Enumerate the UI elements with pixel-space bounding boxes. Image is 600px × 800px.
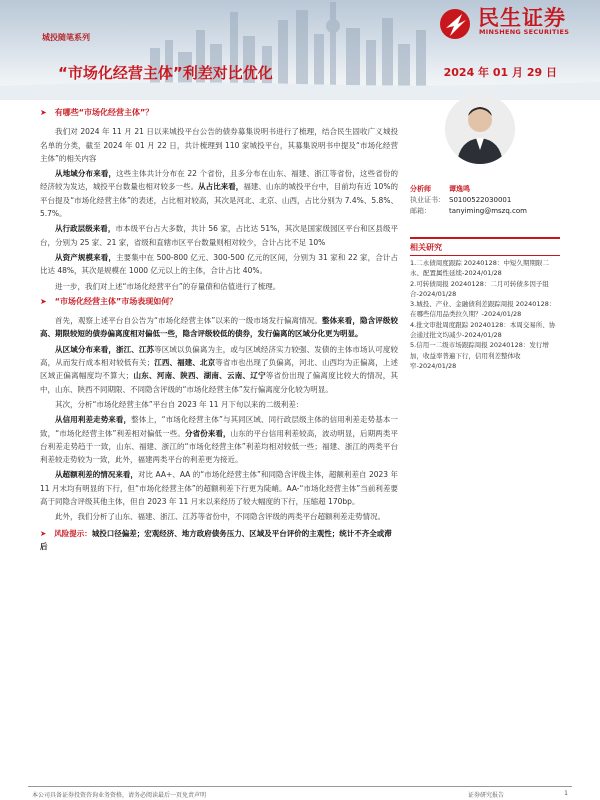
section-heading-2 bbox=[40, 295, 398, 308]
arrow-icon: ➤ bbox=[40, 296, 47, 306]
paragraph: 其次，分析“市场化经营主体”平台自 2023 年 11 月下旬以来的二级利差： bbox=[55, 399, 304, 409]
cert-number: S0100522030001 bbox=[449, 196, 512, 204]
logo-text-cn: 民生证券 bbox=[478, 6, 566, 30]
analyst-name: 谭逸鸣 bbox=[449, 185, 470, 193]
section-heading-1 bbox=[40, 106, 398, 119]
logo-text-en: MINSHENG SECURITIES bbox=[479, 28, 570, 36]
paragraph: 从超额利差的情况来看，对比 AA+、AA 的“市场化经营主体”和同隐含评级主体，超额利差自 2023 年 11 月末均有明显的下行，但“市场化经营主体”的超额利差下行更为陡峭。AA-“市场化经营主体”当前利差要高于同隐含评级其他主体，但自 2023 年 11 月末以来经历了较大幅度的下行，压缩超 170bp。 bbox=[40, 470, 398, 507]
analyst-info: 分析师 谭逸鸣 执业证书： S0100522030001 邮箱： tanyiming@mszq.com bbox=[410, 185, 527, 215]
related-item[interactable]: 2.可转债周报 20240128：二月可转债多因子组合-2024/01/28 bbox=[410, 279, 549, 298]
paragraph: 从区域分布来看，浙江、江苏等区域以负偏离为主，或与区域经济实力较强、发债的主体市场认可度较高，从而发行成本相对较低有关；江西、福建、北京等省市也出现了负偏离，河北、山西均为正偏离，上述区域正偏离幅度均不算大；山东、河南、陕西、湖南、云南、辽宁等省份出现了偏离度比较大的情况，其中，山东、陕西不同期限、不同隐含评级的“市场化经营主体”发行偏离度分化较为明显。 bbox=[40, 344, 399, 394]
report-title: “市场化经营主体”利差对比优化 bbox=[58, 64, 273, 82]
footer bbox=[28, 786, 572, 800]
report-date: 2024 年 01 月 29 日 bbox=[443, 66, 557, 79]
main-content bbox=[40, 104, 398, 553]
paragraph: 我们对 2024 年 11 月 21 日以来城投平台公告的债券募集说明书进行了梳理，结合民生固收广义城投名单的分类，截至 2024 年 01 月 22 日，共计梳理到 110 家城投平台，其募集说明书中提及“市场化经营主体”的相关内容 bbox=[40, 127, 398, 163]
series-label: 城投随笔系列 bbox=[42, 33, 90, 42]
related-list bbox=[410, 258, 560, 371]
related-research-title: 相关研究 bbox=[410, 237, 560, 256]
paragraph: 进一步，我们对上述“市场化经营平台”的存量债和估值进行了梳理。 bbox=[55, 281, 281, 291]
related-item[interactable]: 5.信用一二级市场跟踪周报 20240128：发行增加，收益率普遍下行，信用利差整体收窄-2024/01/28 bbox=[410, 341, 549, 370]
paragraph: 从行政层级来看，市本级平台占大多数，共计 56 家，占比达 51%，其次是国家级园区平台和区县级平台，分别为 25 家、21 家，省级和直辖市区平台数量则相对较少，合计占比不足 10% bbox=[40, 224, 398, 247]
paragraph: 此外，我们分析了山东、福建、浙江、江苏等省份中，不同隐含评级的两类平台超额利差走势情况。 bbox=[55, 512, 385, 522]
analyst-photo bbox=[445, 94, 515, 164]
analyst-email[interactable]: tanyiming@mszq.com bbox=[449, 207, 527, 215]
section-heading-text: 有哪些“市场化经营主体”？ bbox=[54, 108, 154, 117]
related-item[interactable]: 1.二永债周度跟踪 20240128：中短久期期限二永、配置属性延续-2024/01/28 bbox=[410, 259, 549, 278]
paragraph: 从地域分布来看，这些主体共计分布在 22 个省份，且多分布在山东、福建、浙江等省份，这些省份的经济较为发达，城投平台数量也相对较多一些。从占比来看，福建、山东的城投平台中，目前均有近 10%的平台提及“市场化经营主体”的表述，占比相对较高，其次是河北、北京、山西，占比分别为 7.4%、5.8%、5.7%。 bbox=[40, 169, 398, 219]
section-heading-text: “市场化经营主体”市场表现如何？ bbox=[54, 296, 178, 306]
paragraph: 从信用利差走势来看，整体上，“市场化经营主体”与其同区域、同行政层级主体的信用利差走势基本一致，“市场化经营主体”利差相对偏低一些。分省份来看，山东的平台信用利差较高，波动明显，后期两类平台利差走势趋于一致，山东、福建、浙江的“市场化经营主体”利差均相对较低一些；福建、浙江的两类平台利差较走势较为一致，此外，福建两类平台的利差更为接近。 bbox=[40, 415, 399, 465]
related-research bbox=[410, 237, 560, 371]
footer-doc-type: 证券研究报告 bbox=[468, 792, 505, 799]
paragraph: 首先，观察上述平台自公告为“市场化经营主体”以来的一级市场发行偏离情况。整体来看，隐含评级较高、期限较短的债券偏离度相对偏低一些，隐含评级较低的债券，发行偏离的区域分化更为明显。 bbox=[40, 316, 398, 339]
arrow-icon: ➤ bbox=[40, 528, 47, 538]
analyst-role: 分析师 bbox=[410, 185, 431, 193]
footer-disclaimer: 本公司具备证券投资咨询业务资格，请务必阅读最后一页免责声明 bbox=[32, 792, 207, 799]
arrow-icon: ➤ bbox=[40, 108, 47, 117]
page-number: 1 bbox=[564, 790, 568, 797]
related-item[interactable]: 4.批文审批周度跟踪 20240128：本周交易所、协会通过批文均减少-2024/01/28 bbox=[410, 320, 556, 340]
related-item[interactable]: 3.城投、产业、金融债利差跟踪周报 20240128：在哪些信用品类拉久期？-2024/01/28 bbox=[410, 300, 556, 319]
risk-warning: ➤ 风险提示：城投口径偏差；宏观经济、地方政府债务压力、区域及平台评价的主观性；统计不齐全或滞后 bbox=[40, 528, 392, 551]
paragraph: 从资产规模来看，主要集中在 500-800 亿元、300-500 亿元的区间，分别为 31 家和 22 家，合计占比达 48%，其次是规模在 1000 亿元以上的主体，合计占比 40%。 bbox=[40, 252, 399, 276]
header-banner bbox=[0, 0, 600, 100]
